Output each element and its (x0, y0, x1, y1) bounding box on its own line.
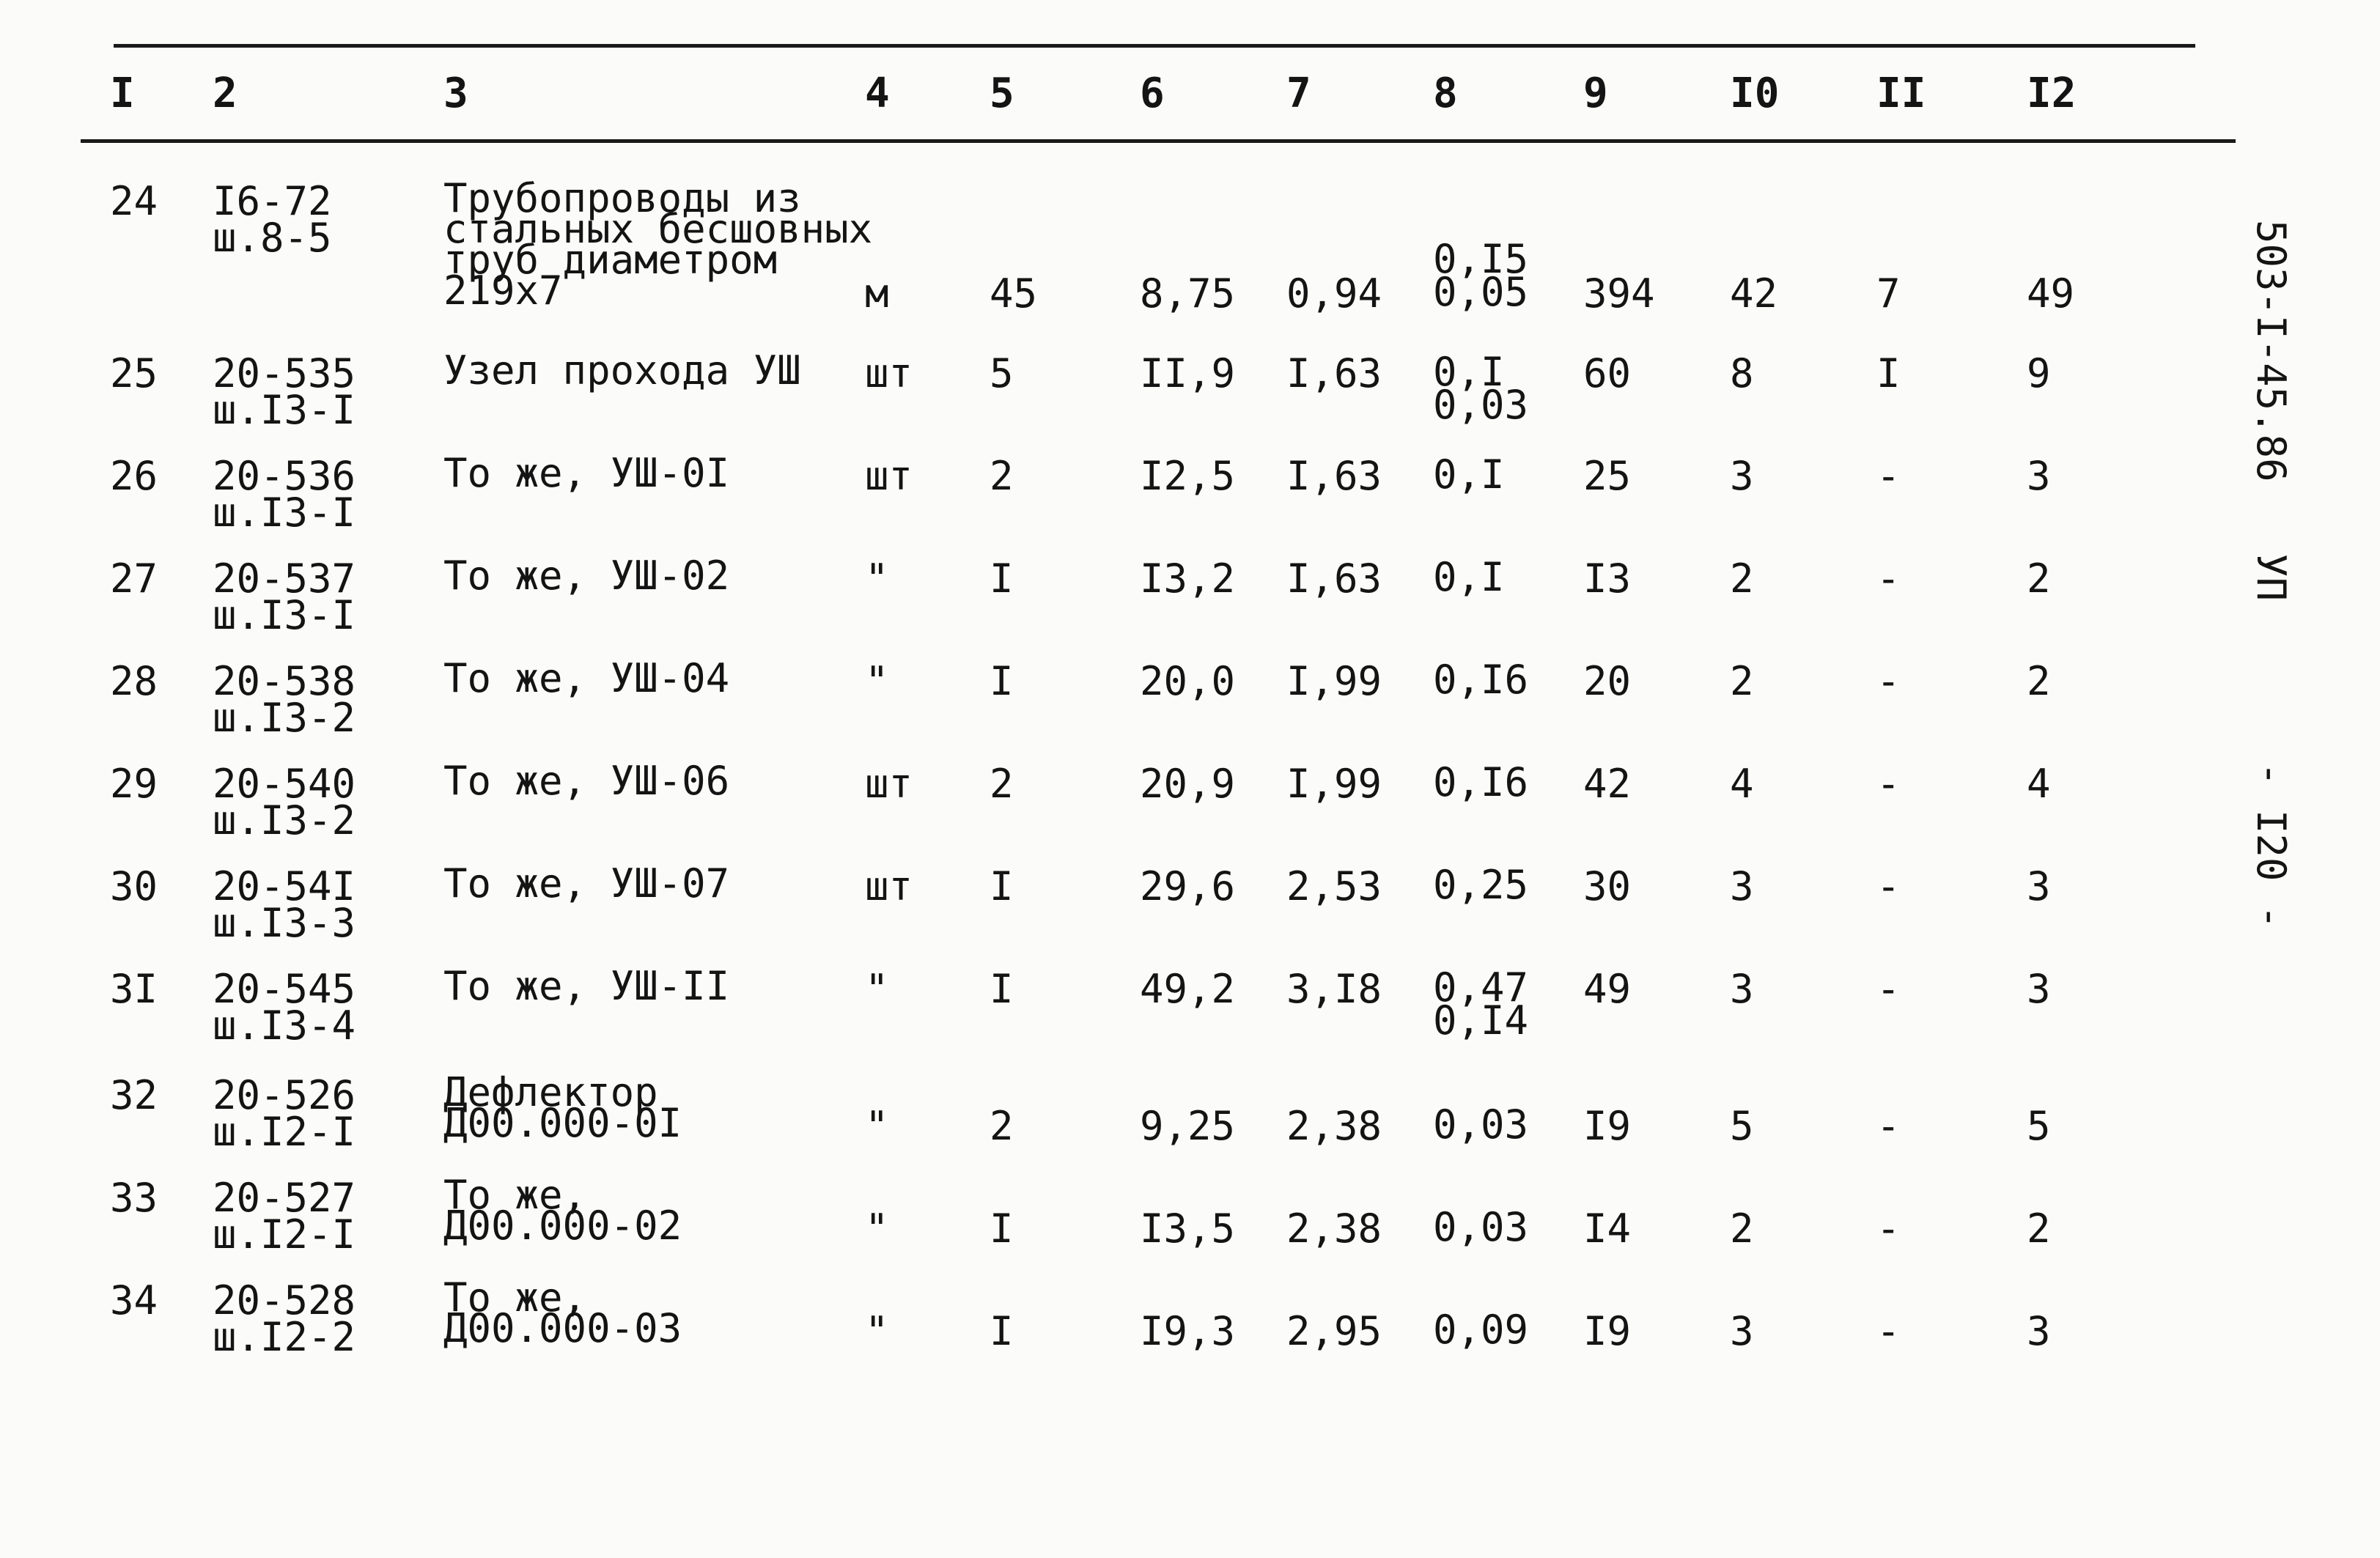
col-8-value: 0,09 (1433, 1307, 1529, 1353)
col-7-value: I,99 (1286, 761, 1382, 807)
header-col-9: 9 (1583, 70, 1608, 117)
col-6-value: 9,25 (1140, 1103, 1236, 1149)
norm-reference: 20-538 ш.I3-2 (213, 658, 356, 741)
col-7-value: 0,94 (1286, 270, 1382, 317)
col-9-value: I9 (1583, 1103, 1632, 1149)
col-7-value: 3,I8 (1286, 966, 1382, 1012)
row-number: 30 (110, 863, 158, 909)
item-description: То же, УШ-04 (443, 655, 730, 701)
row-number: 28 (110, 658, 158, 704)
col-6-value: 49,2 (1140, 966, 1236, 1012)
unit: шт (865, 350, 913, 396)
quantity: I (990, 555, 1014, 602)
unit: " (865, 1308, 889, 1354)
col-7-value: I,63 (1286, 350, 1382, 396)
col-6-value: 29,6 (1140, 863, 1236, 909)
item-description: То же, УШ-II (443, 963, 730, 1009)
item-description: Дефлектор Д00.000-0I (443, 1069, 682, 1146)
col-7-value: 2,53 (1286, 863, 1382, 909)
quantity: I (990, 658, 1014, 704)
header-col-12: I2 (2027, 70, 2077, 117)
header-col-6: 6 (1140, 70, 1165, 117)
item-description: То же, УШ-02 (443, 553, 730, 599)
row-number: 27 (110, 555, 158, 602)
row-number: 34 (110, 1277, 158, 1323)
col-11-value: - (1876, 966, 1901, 1012)
col-12-value: 49 (2027, 270, 2075, 317)
col-11-value: - (1876, 1206, 1901, 1252)
col-7-value: 2,95 (1286, 1308, 1382, 1354)
quantity: 45 (990, 270, 1038, 317)
col-9-value: 42 (1583, 761, 1632, 807)
norm-reference: 20-535 ш.I3-I (213, 350, 356, 433)
col-10-value: 4 (1730, 761, 1754, 807)
unit: " (865, 1103, 889, 1149)
row-number: 25 (110, 350, 158, 396)
col-12-value: 2 (2027, 1206, 2051, 1252)
row-number: 32 (110, 1072, 158, 1118)
item-description: То же, Д00.000-03 (443, 1274, 682, 1351)
header-col-10: I0 (1730, 70, 1780, 117)
col-6-value: 20,0 (1140, 658, 1236, 704)
col-7-value: I,99 (1286, 658, 1382, 704)
quantity: I (990, 966, 1014, 1012)
header-col-2: 2 (213, 70, 237, 117)
norm-reference: 20-526 ш.I2-I (213, 1072, 356, 1155)
norm-reference: I6-72 ш.8-5 (213, 178, 332, 261)
norm-reference: 20-527 ш.I2-I (213, 1175, 356, 1258)
norm-reference: 20-537 ш.I3-I (213, 555, 356, 638)
col-10-value: 2 (1730, 658, 1754, 704)
col-10-value: 3 (1730, 966, 1754, 1012)
col-9-value: I4 (1583, 1206, 1632, 1252)
unit: шт (865, 453, 913, 499)
unit: шт (865, 761, 913, 807)
col-12-value: 5 (2027, 1103, 2051, 1149)
col-8-value: 0,I6 (1433, 759, 1529, 805)
col-9-value: I3 (1583, 555, 1632, 602)
unit: шт (865, 863, 913, 909)
col-8-value: 0,I5 0,05 (1433, 236, 1529, 315)
header-rule (81, 139, 2236, 143)
col-10-value: 2 (1730, 555, 1754, 602)
norm-reference: 20-54I ш.I3-3 (213, 863, 356, 946)
col-9-value: 60 (1583, 350, 1632, 396)
item-description: То же, УШ-0I (443, 450, 730, 496)
col-11-value: - (1876, 658, 1901, 704)
header-col-8: 8 (1433, 70, 1458, 117)
top-rule (114, 44, 2195, 48)
item-description: Трубопроводы из стальных бесшовных труб диаметром 219х7 (443, 175, 873, 314)
col-7-value: I,63 (1286, 555, 1382, 602)
col-12-value: 2 (2027, 555, 2051, 602)
col-7-value: 2,38 (1286, 1206, 1382, 1252)
header-col-7: 7 (1286, 70, 1311, 117)
col-12-value: 3 (2027, 1308, 2051, 1354)
document-code: 503-I-45.86 УП (2248, 220, 2294, 602)
norm-reference: 20-545 ш.I3-4 (213, 966, 356, 1049)
header-col-5: 5 (990, 70, 1014, 117)
header-col-3: 3 (443, 70, 468, 117)
item-description: То же, УШ-06 (443, 758, 730, 804)
col-11-value: - (1876, 863, 1901, 909)
col-10-value: 3 (1730, 1308, 1754, 1354)
unit: " (865, 1206, 889, 1252)
item-description: То же, Д00.000-02 (443, 1172, 682, 1249)
col-10-value: 2 (1730, 1206, 1754, 1252)
col-8-value: 0,I (1433, 554, 1505, 600)
col-12-value: 3 (2027, 966, 2051, 1012)
header-col-4: 4 (865, 70, 890, 117)
item-description: Узел прохода УШ (443, 347, 801, 394)
col-8-value: 0,I 0,03 (1433, 349, 1529, 428)
col-10-value: 8 (1730, 350, 1754, 396)
row-number: 24 (110, 178, 158, 224)
col-9-value: 25 (1583, 453, 1632, 499)
row-number: 29 (110, 761, 158, 807)
col-11-value: - (1876, 1308, 1901, 1354)
header-col-11: II (1876, 70, 1926, 117)
col-12-value: 3 (2027, 453, 2051, 499)
col-6-value: I2,5 (1140, 453, 1236, 499)
col-6-value: II,9 (1140, 350, 1236, 396)
quantity: I (990, 1308, 1014, 1354)
col-9-value: 30 (1583, 863, 1632, 909)
col-11-value: 7 (1876, 270, 1901, 317)
col-9-value: I9 (1583, 1308, 1632, 1354)
col-10-value: 5 (1730, 1103, 1754, 1149)
norm-reference: 20-528 ш.I2-2 (213, 1277, 356, 1360)
unit: " (865, 966, 889, 1012)
col-12-value: 9 (2027, 350, 2051, 396)
quantity: 5 (990, 350, 1014, 396)
quantity: 2 (990, 453, 1014, 499)
norm-reference: 20-536 ш.I3-I (213, 453, 356, 536)
row-number: 26 (110, 453, 158, 499)
col-6-value: 20,9 (1140, 761, 1236, 807)
col-8-value: 0,47 0,I4 (1433, 964, 1529, 1044)
col-7-value: I,63 (1286, 453, 1382, 499)
col-12-value: 4 (2027, 761, 2051, 807)
col-6-value: 8,75 (1140, 270, 1236, 317)
col-8-value: 0,I (1433, 451, 1505, 498)
col-8-value: 0,03 (1433, 1204, 1529, 1250)
col-9-value: 394 (1583, 270, 1655, 317)
page-number: - I20 - (2248, 762, 2294, 929)
col-11-value: - (1876, 453, 1901, 499)
quantity: 2 (990, 1103, 1014, 1149)
col-9-value: 49 (1583, 966, 1632, 1012)
item-description: То же, УШ-07 (443, 860, 730, 907)
col-10-value: 42 (1730, 270, 1778, 317)
col-8-value: 0,I6 (1433, 657, 1529, 703)
row-number: 3I (110, 966, 158, 1012)
unit: " (865, 658, 889, 704)
quantity: I (990, 863, 1014, 909)
col-11-value: - (1876, 555, 1901, 602)
col-6-value: I3,5 (1140, 1206, 1236, 1252)
col-11-value: - (1876, 1103, 1901, 1149)
col-9-value: 20 (1583, 658, 1632, 704)
unit: " (865, 555, 889, 602)
col-11-value: - (1876, 761, 1901, 807)
col-12-value: 3 (2027, 863, 2051, 909)
col-11-value: I (1876, 350, 1901, 396)
unit: м (865, 270, 889, 317)
norm-reference: 20-540 ш.I3-2 (213, 761, 356, 843)
quantity: I (990, 1206, 1014, 1252)
col-10-value: 3 (1730, 863, 1754, 909)
col-6-value: I9,3 (1140, 1308, 1236, 1354)
quantity: 2 (990, 761, 1014, 807)
col-8-value: 0,03 (1433, 1101, 1529, 1148)
col-8-value: 0,25 (1433, 862, 1529, 908)
col-10-value: 3 (1730, 453, 1754, 499)
header-col-1: I (110, 70, 135, 117)
col-7-value: 2,38 (1286, 1103, 1382, 1149)
col-6-value: I3,2 (1140, 555, 1236, 602)
col-12-value: 2 (2027, 658, 2051, 704)
row-number: 33 (110, 1175, 158, 1221)
